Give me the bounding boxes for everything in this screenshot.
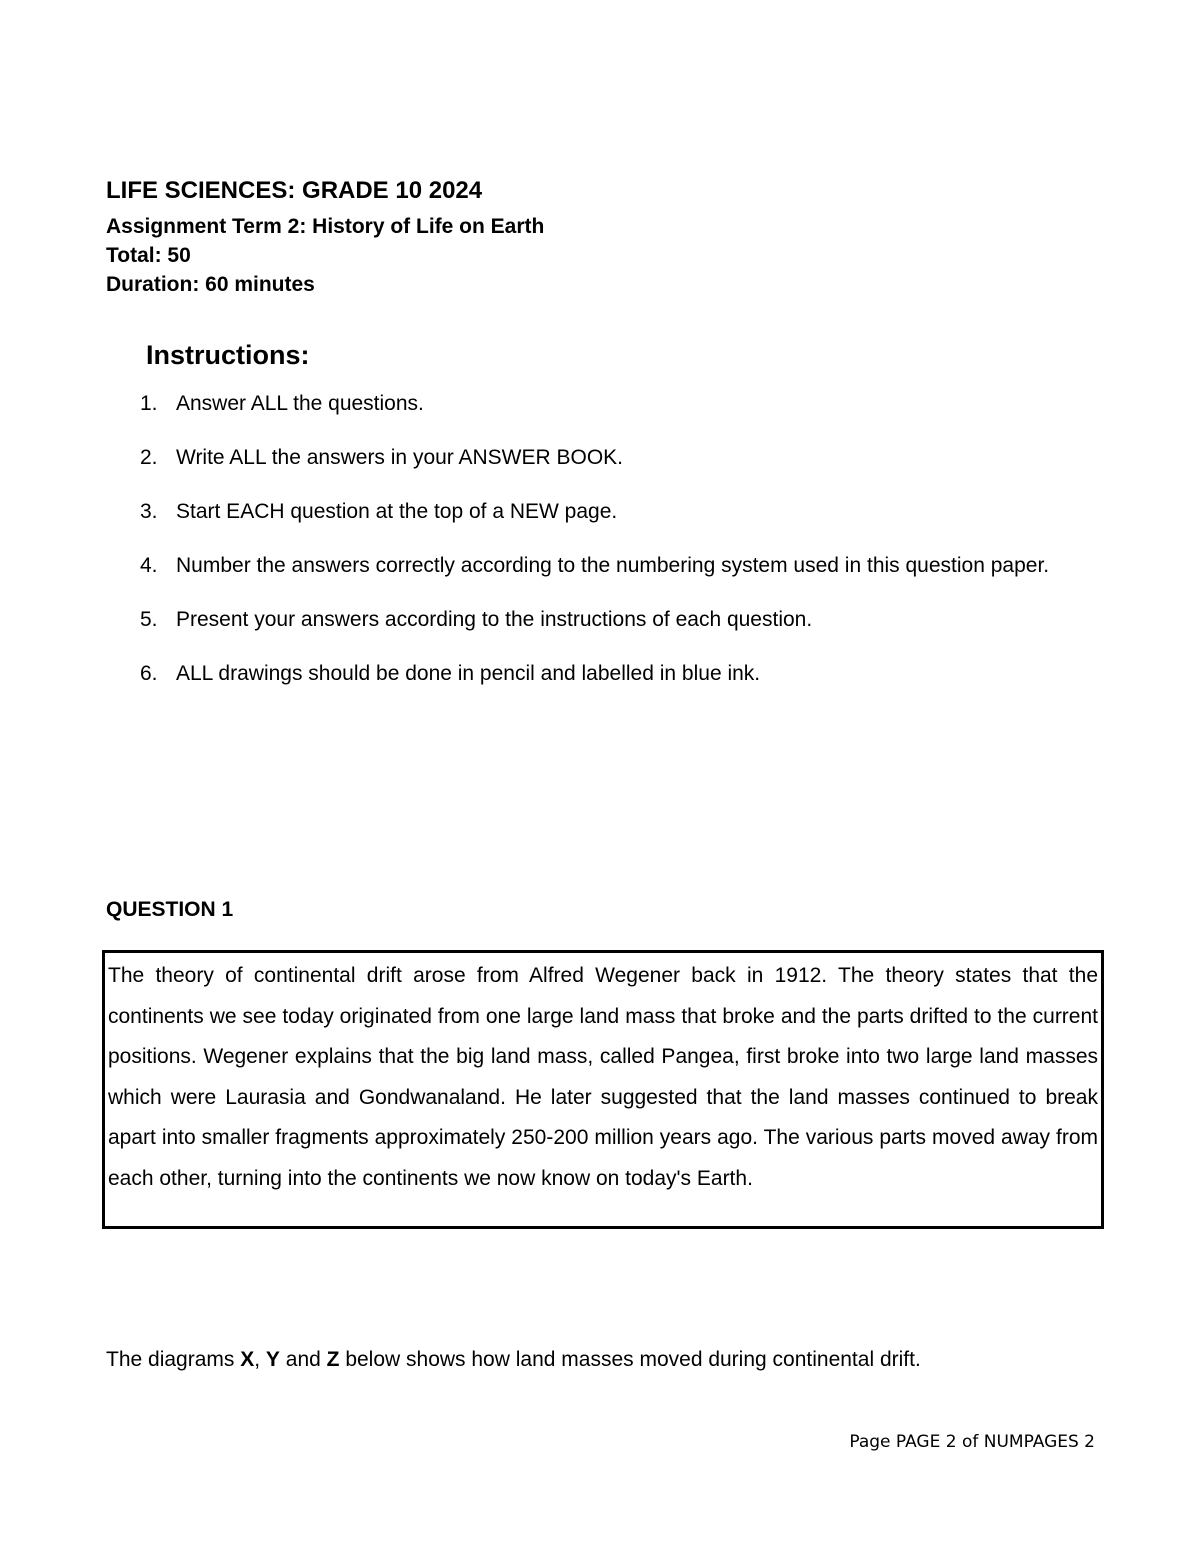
- instruction-number: 1.: [140, 392, 158, 415]
- instruction-text: Answer ALL the questions.: [176, 392, 424, 415]
- instruction-item: [140, 390, 1100, 417]
- instructions-list: [140, 390, 1100, 714]
- diagram-intro-part1: The diagrams: [106, 1348, 241, 1371]
- diagram-intro-part2: below shows how land masses moved during continental drift.: [339, 1348, 921, 1371]
- instruction-item: [140, 444, 1100, 471]
- instruction-item: [140, 552, 1100, 579]
- duration: Duration: 60 minutes: [106, 273, 315, 296]
- passage-text: The theory of continental drift arose from Alfred Wegener back in 1912. The theory states that the continents we see today originated from one large land mass that broke and the parts drifted to the current positions. Wegener explains that the big land mass, called Pangea, first broke into two large land masses which were Laurasia and Gondwanaland. He later suggested that the land masses continued to break apart into smaller fragments approximately 250-200 million years ago. The various parts moved away from each other, turning into the continents we now know on today's Earth.: [108, 964, 1098, 1190]
- diagram-label-z: Z: [326, 1348, 340, 1371]
- instruction-text: Number the answers correctly according to the numbering system used in this question paper.: [176, 554, 1050, 577]
- diagram-intro: [106, 1348, 921, 1372]
- instruction-item: [140, 660, 1100, 687]
- document-title: LIFE SCIENCES: GRADE 10 2024: [106, 177, 483, 204]
- instruction-text: Start EACH question at the top of a NEW page.: [176, 500, 618, 523]
- diagram-label-y: Y: [265, 1348, 280, 1371]
- page-footer: Page PAGE 2 of NUMPAGES 2: [849, 1432, 1095, 1452]
- instruction-text: ALL drawings should be done in pencil and labelled in blue ink.: [176, 662, 761, 685]
- passage-box: [102, 950, 1104, 1229]
- diagram-label-x: X: [240, 1348, 255, 1371]
- total-marks: Total: 50: [106, 244, 191, 267]
- instruction-number: 5.: [140, 608, 158, 631]
- instruction-text: Write ALL the answers in your ANSWER BOOK.: [176, 446, 623, 469]
- instruction-text: Present your answers according to the instructions of each question.: [176, 608, 813, 631]
- instruction-number: 6.: [140, 662, 158, 685]
- instructions-heading: Instructions:: [146, 340, 310, 370]
- instruction-item: [140, 498, 1100, 525]
- instruction-item: [140, 606, 1100, 633]
- document-header: [106, 176, 544, 299]
- instruction-number: 3.: [140, 500, 158, 523]
- question-1-heading: QUESTION 1: [106, 898, 234, 921]
- diagram-intro-sep2: and: [279, 1348, 327, 1371]
- instruction-number: 4.: [140, 554, 158, 577]
- instruction-number: 2.: [140, 446, 158, 469]
- assignment-title: Assignment Term 2: History of Life on Earth: [106, 215, 545, 238]
- diagram-intro-sep1: ,: [254, 1348, 266, 1371]
